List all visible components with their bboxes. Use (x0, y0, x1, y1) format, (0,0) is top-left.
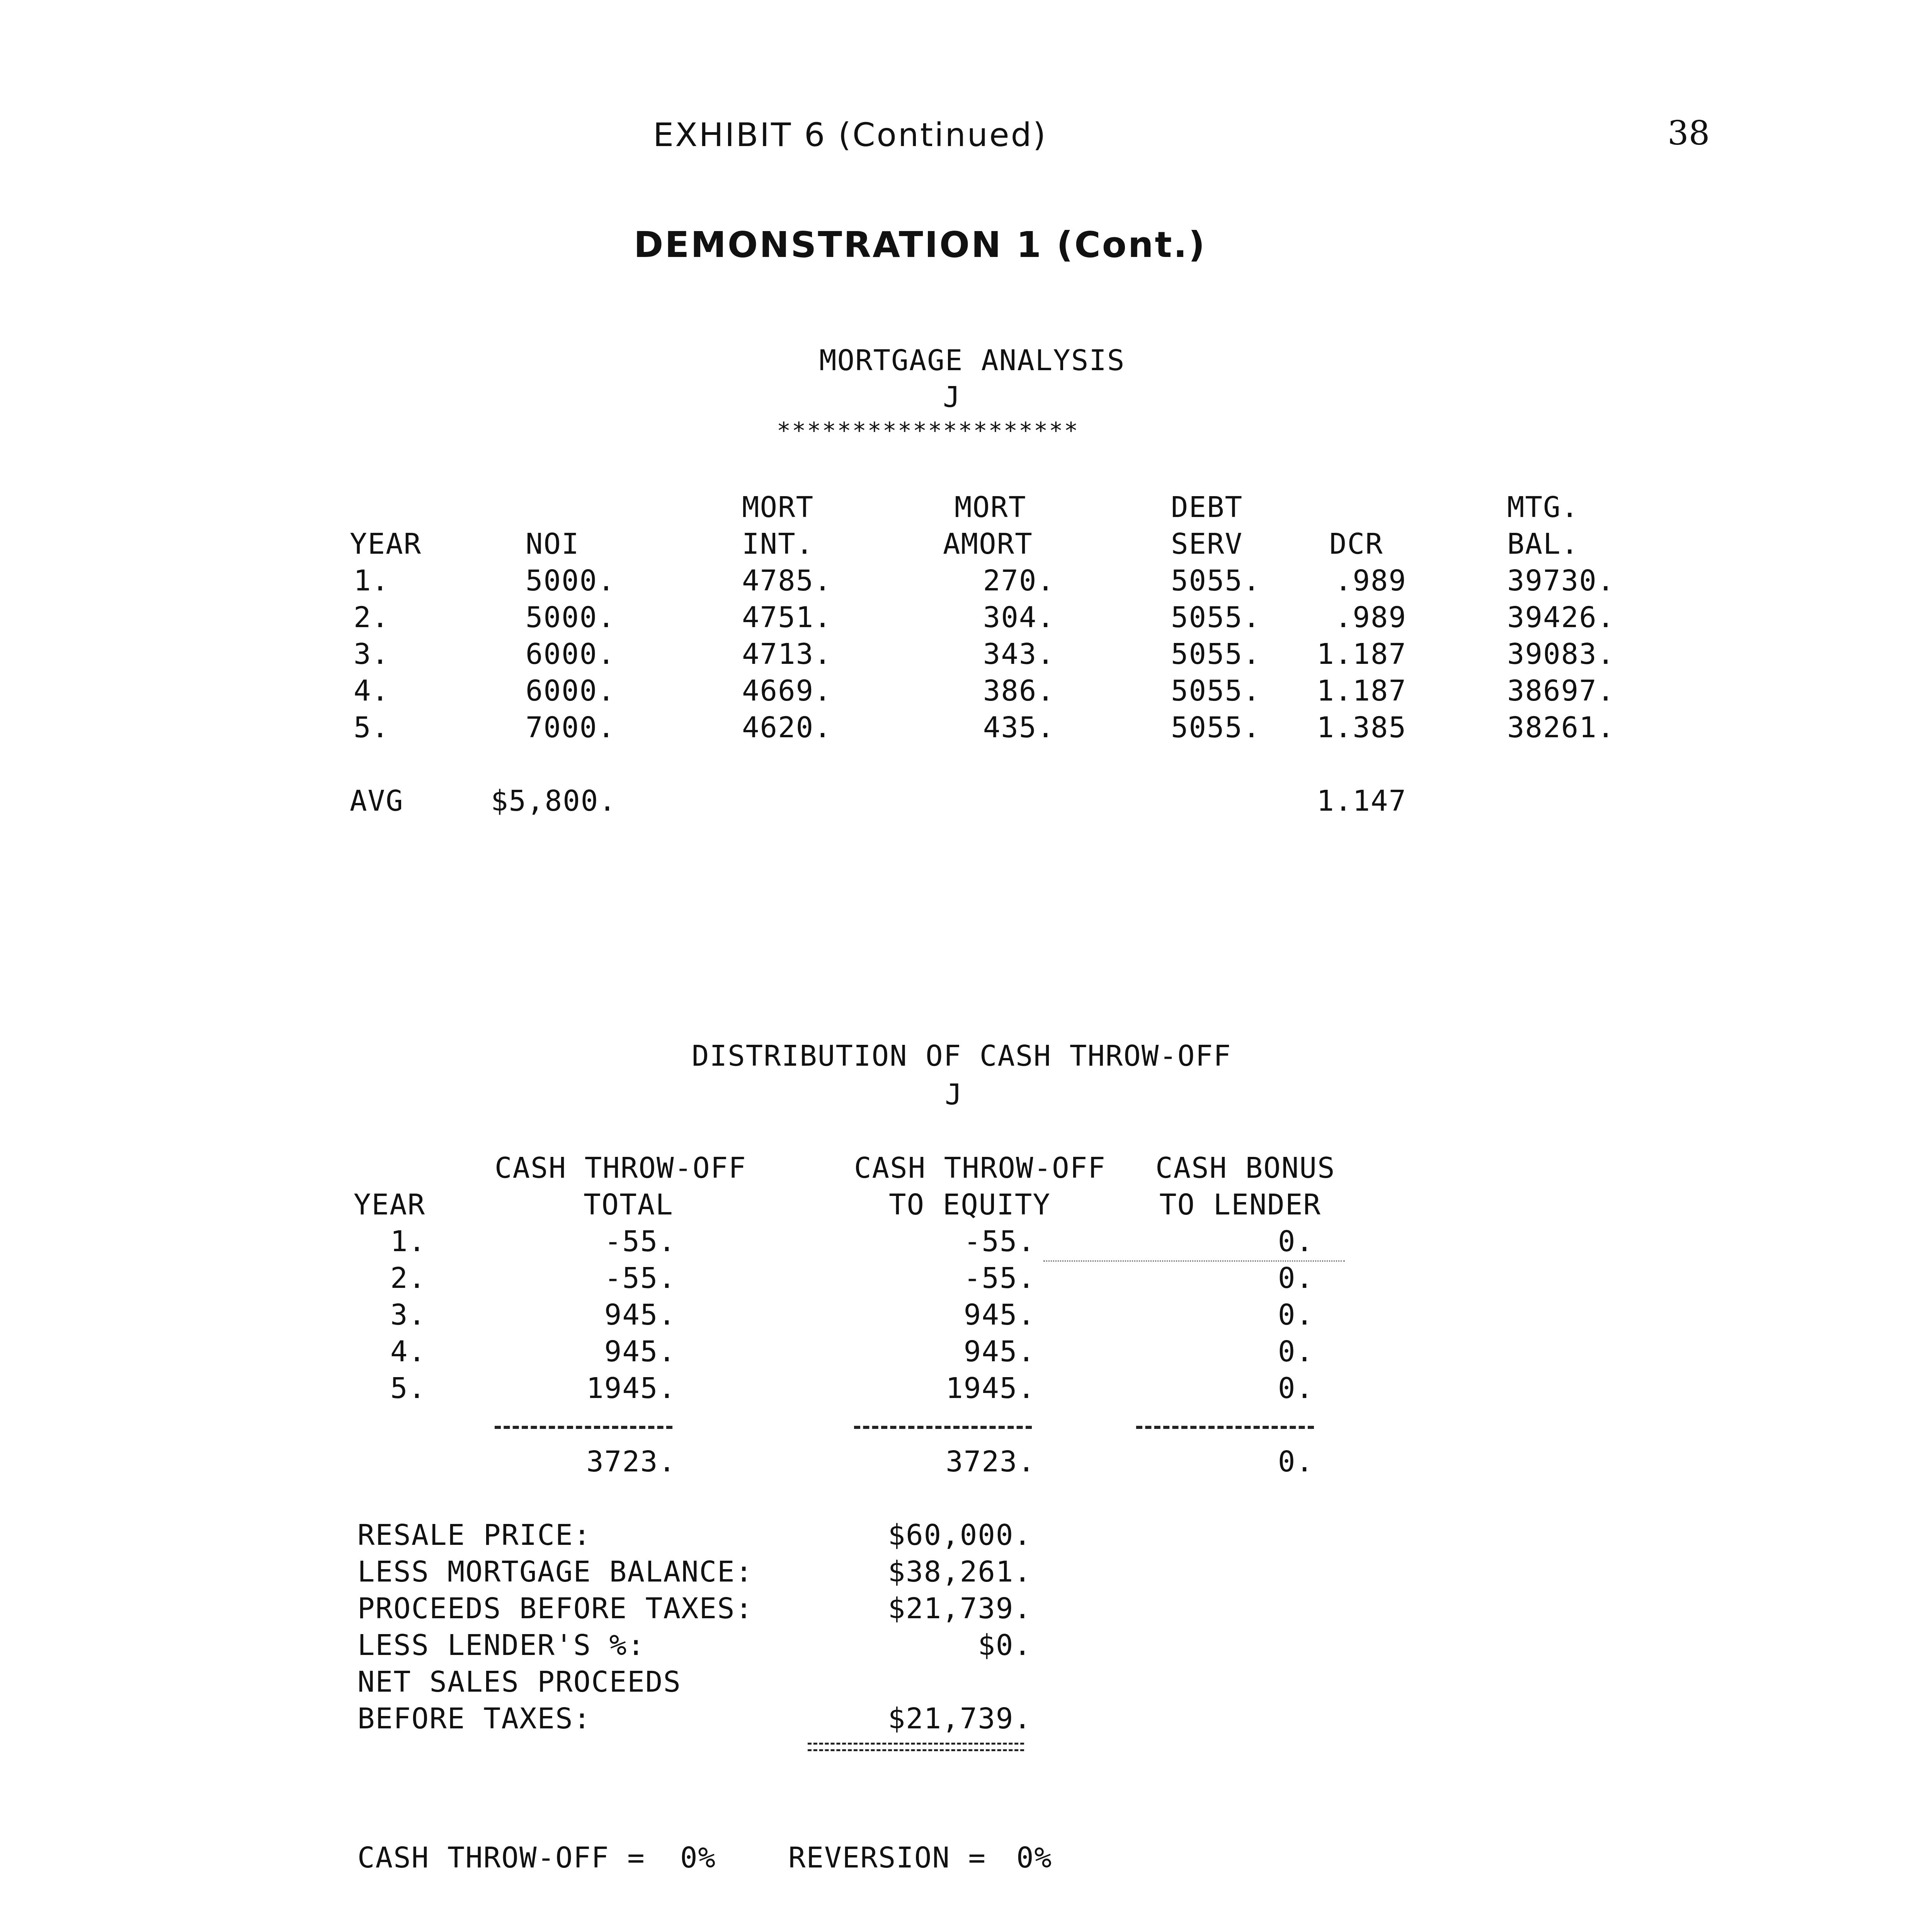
less-mortgage-label: LESS MORTGAGE BALANCE: (357, 1555, 754, 1588)
cell-debt-serv: 5055. (1171, 564, 1261, 597)
net-sales-value: $21,739. (888, 1702, 1032, 1735)
faint-tear-line (1043, 1260, 1345, 1262)
avg-dcr: 1.147 (1317, 784, 1407, 818)
cell-dcr: .989 (1334, 564, 1407, 597)
page-number: 38 (1668, 114, 1710, 153)
cell-noi: 7000. (526, 711, 616, 744)
less-mortgage-value: $38,261. (888, 1555, 1032, 1588)
cell-dcr: 1.187 (1317, 674, 1407, 707)
cell-total: -55. (604, 1262, 676, 1295)
cell-mort-amort: 386. (983, 674, 1055, 707)
cell-year: 1. (354, 564, 390, 597)
col-header-equity-line1: CASH THROW-OFF (854, 1151, 1106, 1185)
cell-year: 4. (354, 674, 390, 707)
cell-mort-amort: 270. (983, 564, 1055, 597)
distribution-title: DISTRIBUTION OF CASH THROW-OFF (692, 1039, 1232, 1073)
less-lender-value: $0. (978, 1629, 1032, 1662)
cell-dcr: 1.187 (1317, 638, 1407, 671)
cell-noi: 5000. (526, 564, 616, 597)
cell-dcr: 1.385 (1317, 711, 1407, 744)
mortgage-analysis-marker: J (943, 381, 961, 414)
net-sales-label-line2: BEFORE TAXES: (357, 1702, 592, 1735)
col-header-total-line2: TOTAL (584, 1188, 674, 1221)
lender-column-rule (1136, 1426, 1314, 1429)
col-header-total-line1: CASH THROW-OFF (495, 1151, 747, 1185)
cell-mtg-bal: 39426. (1507, 601, 1615, 634)
col-header-year: YEAR (350, 527, 422, 561)
cell-total: 945. (604, 1298, 676, 1332)
cell-year: 3. (390, 1298, 427, 1332)
cell-lender: 0. (1278, 1262, 1314, 1295)
col-header-year: YEAR (354, 1188, 426, 1221)
sum-lender: 0. (1278, 1445, 1314, 1478)
cell-lender: 0. (1278, 1372, 1314, 1405)
total-column-rule (495, 1426, 672, 1429)
cell-year: 5. (354, 711, 390, 744)
cell-lender: 0. (1278, 1225, 1314, 1258)
avg-noi: $5,800. (491, 784, 617, 818)
cell-total: -55. (604, 1225, 676, 1258)
net-sales-label-line1: NET SALES PROCEEDS (357, 1665, 681, 1699)
cell-year: 4. (390, 1335, 427, 1368)
cell-equity: 1945. (946, 1372, 1036, 1405)
col-header-debt-serv-line1: DEBT (1171, 491, 1243, 524)
col-header-mtg-bal-line1: MTG. (1507, 491, 1579, 524)
cell-mtg-bal: 39730. (1507, 564, 1615, 597)
cell-mort-int: 4785. (742, 564, 832, 597)
net-sales-double-rule (808, 1743, 1024, 1751)
col-header-mort-int-line1: MORT (742, 491, 814, 524)
proceeds-label: PROCEEDS BEFORE TAXES: (357, 1592, 754, 1625)
cell-mtg-bal: 38261. (1507, 711, 1615, 744)
mortgage-analysis-separator: ******************** (777, 417, 1079, 444)
cell-noi: 5000. (526, 601, 616, 634)
col-header-mort-amort-line1: MORT (955, 491, 1027, 524)
cell-mtg-bal: 39083. (1507, 638, 1615, 671)
reversion-label: REVERSION = (788, 1841, 987, 1874)
cash-throw-off-value: 0% (680, 1841, 716, 1874)
cell-mort-int: 4669. (742, 674, 832, 707)
cell-year: 2. (354, 601, 390, 634)
col-header-mort-amort-line2: AMORT (943, 527, 1033, 561)
cell-noi: 6000. (526, 674, 616, 707)
cell-noi: 6000. (526, 638, 616, 671)
cell-mtg-bal: 38697. (1507, 674, 1615, 707)
sum-equity: 3723. (946, 1445, 1036, 1478)
cell-lender: 0. (1278, 1335, 1314, 1368)
avg-label: AVG (350, 784, 404, 818)
distribution-marker: J (945, 1078, 963, 1111)
resale-price-value: $60,000. (888, 1519, 1032, 1552)
less-lender-label: LESS LENDER'S %: (357, 1629, 645, 1662)
cell-mort-int: 4620. (742, 711, 832, 744)
proceeds-value: $21,739. (888, 1592, 1032, 1625)
cell-total: 1945. (586, 1372, 676, 1405)
col-header-mtg-bal-line2: BAL. (1507, 527, 1579, 561)
cell-debt-serv: 5055. (1171, 638, 1261, 671)
cell-year: 3. (354, 638, 390, 671)
cell-equity: 945. (963, 1335, 1036, 1368)
cell-year: 5. (390, 1372, 427, 1405)
col-header-noi: NOI (526, 527, 580, 561)
mortgage-analysis-title: MORTGAGE ANALYSIS (819, 344, 1125, 377)
cell-mort-int: 4751. (742, 601, 832, 634)
cell-mort-amort: 343. (983, 638, 1055, 671)
cell-debt-serv: 5055. (1171, 711, 1261, 744)
cell-debt-serv: 5055. (1171, 601, 1261, 634)
sum-total: 3723. (586, 1445, 676, 1478)
cell-equity: -55. (963, 1262, 1036, 1295)
cell-equity: -55. (963, 1225, 1036, 1258)
col-header-equity-line2: TO EQUITY (889, 1188, 1051, 1221)
col-header-lender-line1: CASH BONUS (1155, 1151, 1336, 1185)
reversion-value: 0% (1016, 1841, 1053, 1874)
col-header-mort-int-line2: INT. (742, 527, 814, 561)
cell-year: 1. (390, 1225, 427, 1258)
cell-dcr: .989 (1334, 601, 1407, 634)
col-header-dcr: DCR (1329, 527, 1383, 561)
cell-mort-amort: 304. (983, 601, 1055, 634)
cash-throw-off-label: CASH THROW-OFF = (357, 1841, 645, 1874)
cell-mort-amort: 435. (983, 711, 1055, 744)
resale-price-label: RESALE PRICE: (357, 1519, 592, 1552)
cell-total: 945. (604, 1335, 676, 1368)
cell-year: 2. (390, 1262, 427, 1295)
cell-debt-serv: 5055. (1171, 674, 1261, 707)
demonstration-title: DEMONSTRATION 1 (Cont.) (634, 224, 1206, 265)
col-header-lender-line2: TO LENDER (1159, 1188, 1321, 1221)
exhibit-title: EXHIBIT 6 (Continued) (653, 116, 1047, 154)
col-header-debt-serv-line2: SERV (1171, 527, 1243, 561)
equity-column-rule (854, 1426, 1032, 1429)
cell-mort-int: 4713. (742, 638, 832, 671)
cell-equity: 945. (963, 1298, 1036, 1332)
cell-lender: 0. (1278, 1298, 1314, 1332)
